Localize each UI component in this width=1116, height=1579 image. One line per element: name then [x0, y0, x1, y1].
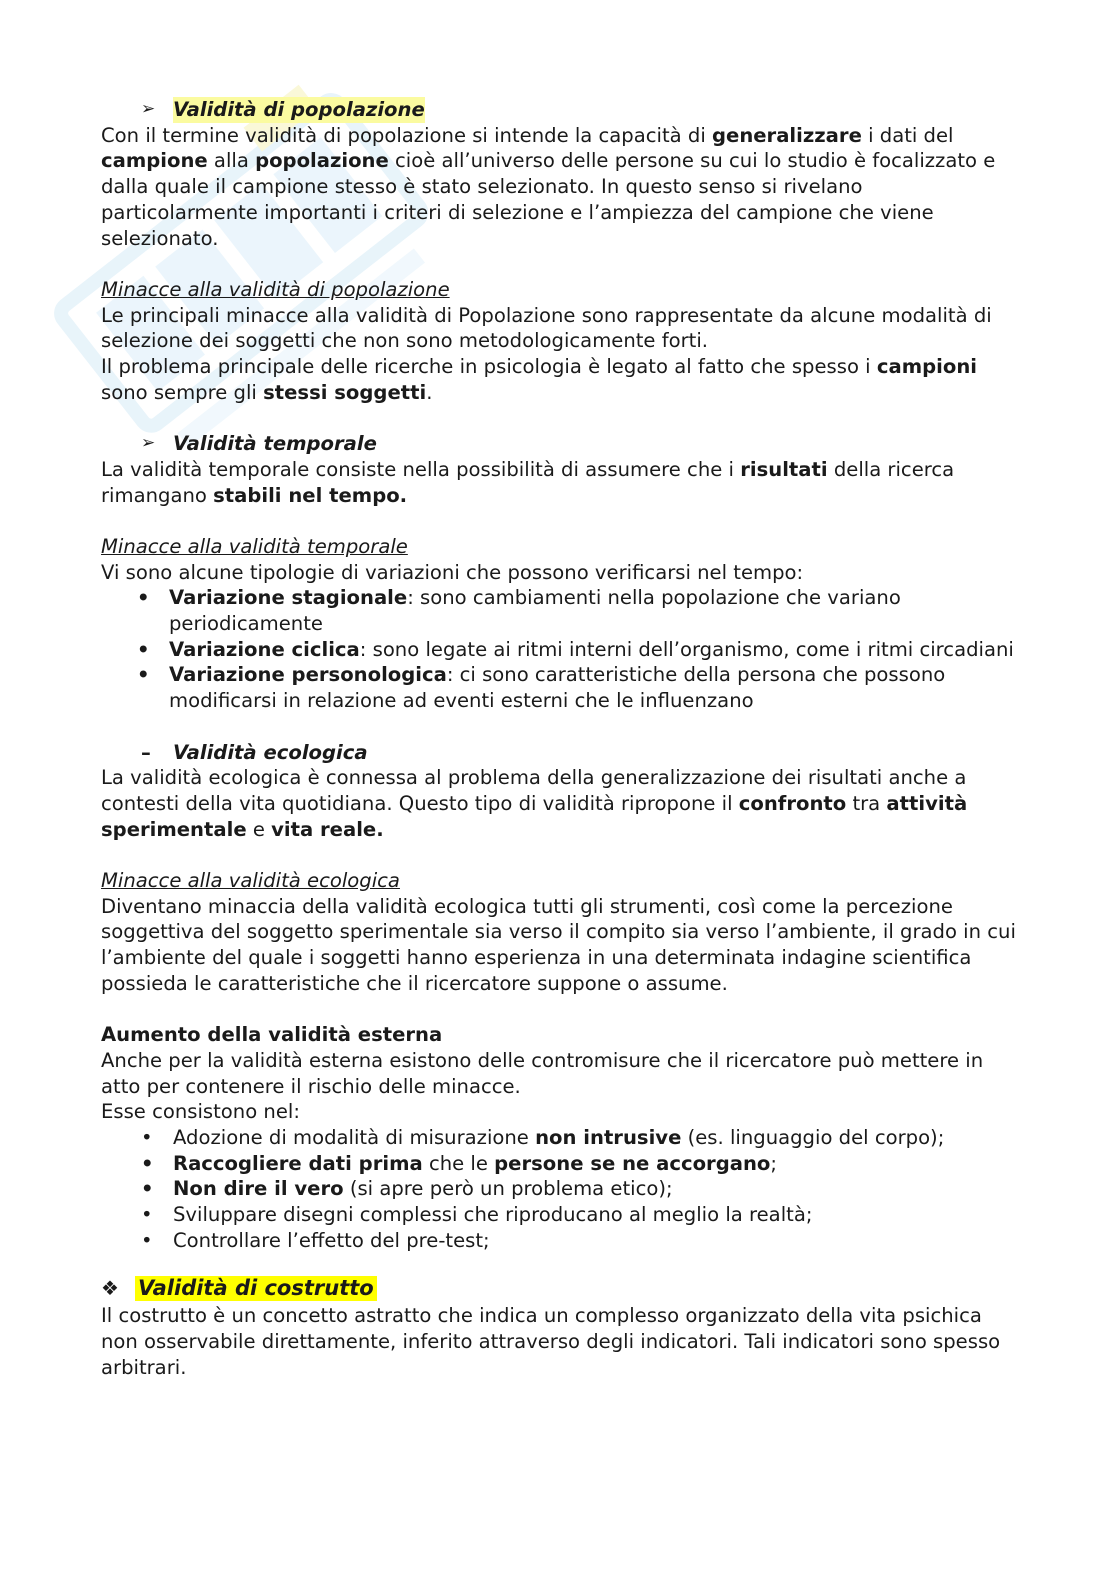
list-item: • Non dire il vero (si apre però un problema etico); [141, 1177, 673, 1201]
heading-validita-costrutto [101, 1276, 1021, 1302]
paragraph-costrutto: Il costrutto è un concetto astratto che indica un complesso organizzato della vita psichica non osservabile direttamente, inferito attraverso degli indicatori. Tali indicatori sono spesso arbitrari. [101, 1304, 1001, 1379]
arrow-bullet-icon: ➢ [141, 433, 156, 454]
bullet-icon: • [141, 1177, 154, 1201]
paragraph-temporale-intro: La validità temporale consiste nella possibilità di assumere che i risultati della ricerca rimangano stabili nel tempo. [101, 457, 955, 507]
list-item: • Sviluppare disegni complessi che riproducano al meglio la realtà; [141, 1203, 813, 1227]
subheading-minacce-temporale: Minacce alla validità temporale [101, 534, 408, 558]
paragraph-esse-consistono: Esse consistono nel: [101, 1100, 300, 1124]
paragraph-contromisure: Anche per la validità esterna esistono delle contromisure che il ricercatore può mettere in atto per contenere il rischio delle minacce. [101, 1048, 984, 1098]
bullet-icon: • [141, 1203, 153, 1227]
heading-text: Validità ecologica [173, 740, 368, 764]
dash-bullet-icon: – [141, 740, 151, 764]
list-contromisure [101, 1125, 1021, 1254]
heading-text: Validità di popolazione [173, 98, 425, 121]
heading-text: Validità temporale [173, 432, 377, 456]
paragraph-tipologie-variazioni: Vi sono alcune tipologie di variazioni che possono verificarsi nel tempo: [101, 560, 804, 584]
bullet-icon: • [137, 663, 150, 687]
document-page [101, 97, 1021, 1380]
list-item: • Adozione di modalità di misurazione non intrusive (es. linguaggio del corpo); [141, 1126, 945, 1150]
list-item: • Variazione stagionale: sono cambiamenti nella popolazione che variano periodicamente [137, 586, 901, 636]
paragraph-minacce-ecologica: Diventano minaccia della validità ecologica tutti gli strumenti, così come la percezione soggettiva del soggetto sperimentale sia verso il compito sia verso l’ambiente, il grado in cui l’ambiente del quale i soggetti hanno esperienza in una determinata indagine scientifica possieda le caratteristiche che il ricercatore suppone o assume. [101, 894, 1016, 995]
list-item: • Raccogliere dati prima che le persone se ne accorgano; [141, 1151, 777, 1175]
bullet-icon: • [141, 1151, 154, 1175]
heading-text: Validità di costrutto [135, 1276, 377, 1302]
subheading-minacce-ecologica: Minacce alla validità ecologica [101, 869, 400, 893]
diamond-bullet-icon: ❖ [101, 1275, 119, 1300]
paragraph-popolazione-intro: Con il termine validità di popolazione si intende la capacità di generalizzare i dati del campione alla popolazione cioè all’universo delle persone su cui lo studio è focalizzato e dalla quale il campione stesso è stato selezionato. In questo senso si rivelano particolarmente importanti i criteri di selezione e l’ampiezza del campione che viene selezionato. [101, 123, 996, 250]
heading-validita-temporale [101, 431, 1021, 457]
list-item: • Variazione personologica: ci sono caratteristiche della persona che possono modificarsi in relazione ad eventi esterni che le influenzano [137, 663, 946, 713]
heading-validita-ecologica [101, 740, 1021, 766]
list-item: • Variazione ciclica: sono legate ai ritmi interni dell’organismo, come i ritmi circadiani [137, 637, 1014, 661]
paragraph-ecologica-intro: La validità ecologica è connessa al problema della generalizzazione dei risultati anche a contesti della vita quotidiana. Questo tipo di validità ripropone il confronto tra attività sperimentale e vita reale. [101, 766, 968, 841]
subheading-minacce-popolazione: Minacce alla validità di popolazione [101, 277, 450, 301]
list-variazioni [101, 585, 1021, 714]
bullet-icon: • [137, 586, 150, 610]
bullet-icon: • [141, 1228, 153, 1252]
bullet-icon: • [141, 1126, 153, 1150]
heading-aumento-validita-esterna: Aumento della validità esterna [101, 1023, 443, 1047]
bullet-icon: • [137, 637, 150, 661]
paragraph-problema-principale: Il problema principale delle ricerche in psicologia è legato al fatto che spesso i campioni sono sempre gli stessi soggetti. [101, 355, 977, 404]
list-item: • Controllare l’effetto del pre-test; [141, 1228, 490, 1252]
arrow-bullet-icon: ➢ [141, 99, 156, 119]
paragraph-minacce-popolazione: Le principali minacce alla validità di Popolazione sono rappresentate da alcune modalità di selezione dei soggetti che non sono metodologicamente forti. [101, 303, 992, 353]
heading-validita-popolazione [101, 97, 1021, 123]
